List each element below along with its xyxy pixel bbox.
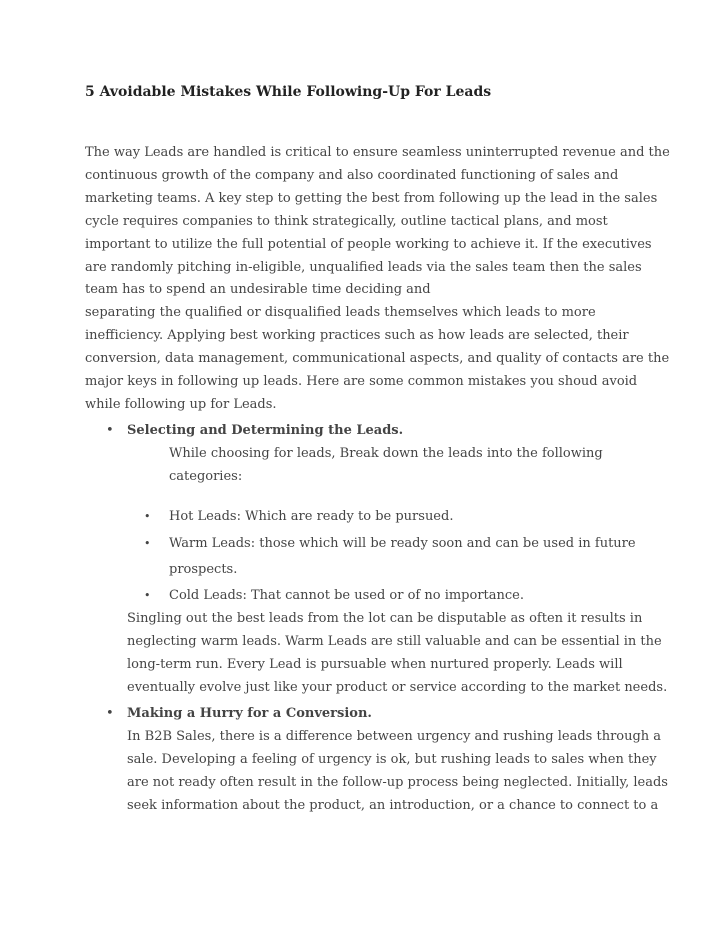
category-text: Warm Leads: those which will be ready soon and can be used in future bbox=[169, 536, 636, 551]
section1-heading: Selecting and Determining the Leads. bbox=[127, 423, 404, 438]
outro-line: eventually evolve just like your product or service according to the market needs. bbox=[127, 679, 668, 695]
intro-line: major keys in following up leads. Here are some common mistakes you shoud avoid bbox=[85, 374, 638, 390]
intro-line: important to utilize the full potential of people working to achieve it. If the executives bbox=[85, 236, 652, 252]
intro-line: conversion, data management, communicational aspects, and quality of contacts are the bbox=[85, 351, 670, 367]
intro-line: The way Leads are handled is critical to ensure seamless uninterrupted revenue and the bbox=[85, 145, 670, 160]
intro-line: continuous growth of the company and also coordinated functioning of sales and bbox=[85, 167, 619, 183]
outro-line: Singling out the best leads from the lot can be disputable as often it results in bbox=[127, 611, 643, 626]
sub-intro-line: While choosing for leads, Break down the leads into the following bbox=[169, 446, 603, 461]
category-text: Cold Leads: That cannot be used or of no importance. bbox=[169, 588, 524, 603]
intro-line: while following up for Leads. bbox=[85, 396, 277, 412]
bullet-icon: • bbox=[106, 423, 114, 438]
section2-heading: Making a Hurry for a Conversion. bbox=[127, 706, 372, 721]
outro-line: neglecting warm leads. Warm Leads are still valuable and can be essential in the bbox=[127, 633, 662, 649]
body-line: seek information about the product, an introduction, or a chance to connect to a bbox=[127, 797, 659, 813]
sub-intro-line: categories: bbox=[169, 468, 243, 484]
bullet-icon: • bbox=[106, 706, 114, 721]
outro-line: long-term run. Every Lead is pursuable when nurtured properly. Leads will bbox=[127, 656, 623, 672]
intro-line: inefficiency. Applying best working practices such as how leads are selected, their bbox=[85, 328, 629, 344]
bullet-icon: • bbox=[144, 589, 151, 602]
bullet-icon: • bbox=[144, 510, 151, 523]
category-text: Hot Leads: Which are ready to be pursued. bbox=[169, 509, 454, 524]
section2-bullet bbox=[85, 703, 685, 726]
document-title: 5 Avoidable Mistakes While Following-Up For Leads bbox=[85, 84, 492, 100]
intro-line: cycle requires companies to think strategically, outline tactical plans, and most bbox=[85, 213, 608, 229]
intro-line: team has to spend an undesirable time deciding and bbox=[85, 282, 431, 298]
category-text-cont: prospects. bbox=[169, 562, 238, 577]
section2-body bbox=[127, 726, 720, 818]
intro-paragraph bbox=[85, 142, 670, 417]
section1-sub-intro bbox=[169, 443, 720, 489]
intro-line: are randomly pitching in-eligible, unqualified leads via the sales team then the sales bbox=[85, 259, 642, 275]
intro-line: separating the qualified or disqualified leads themselves which leads to more bbox=[85, 305, 596, 321]
section1-outro bbox=[127, 608, 720, 700]
body-line: sale. Developing a feeling of urgency is ok, but rushing leads to sales when they bbox=[127, 751, 657, 767]
body-line: In B2B Sales, there is a difference between urgency and rushing leads through a bbox=[127, 729, 662, 744]
body-line: are not ready often result in the follow-up process being neglected. Initially, leads bbox=[127, 774, 668, 790]
intro-line: marketing teams. A key step to getting the best from following up the lead in the sales bbox=[85, 190, 658, 206]
bullet-icon: • bbox=[144, 537, 151, 550]
section1-bullet bbox=[85, 420, 685, 443]
